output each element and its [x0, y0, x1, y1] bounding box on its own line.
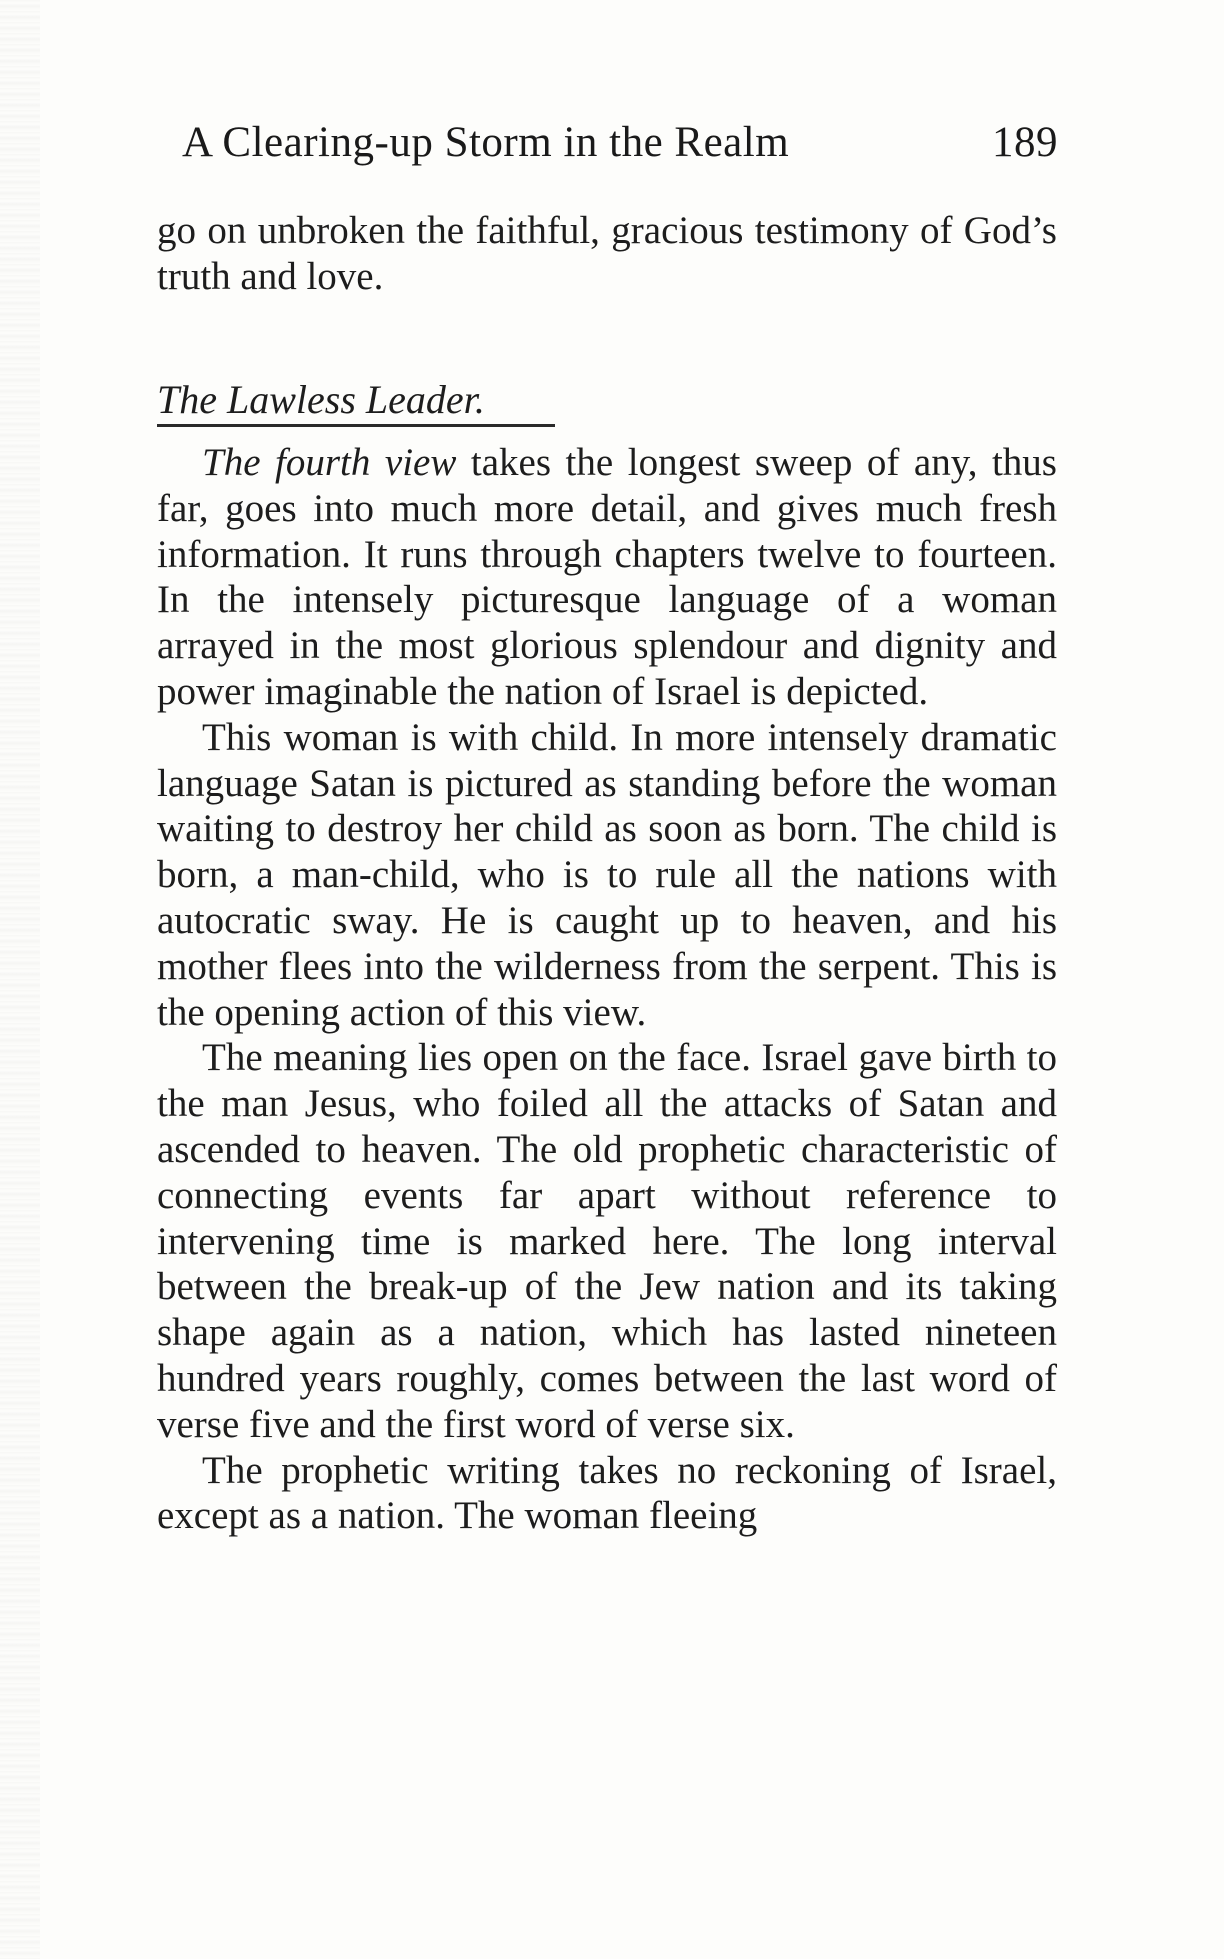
running-head-title: A Clearing-up Storm in the Realm	[182, 119, 790, 166]
intro-text-block	[157, 208, 1057, 300]
paragraph-lead-italic: The fourth view	[202, 441, 457, 484]
page-number: 189	[992, 119, 1058, 166]
paragraph-meaning: The meaning lies open on the face. Israel gave birth to the man Jesus, who foiled all the attacks of Satan and ascended to heaven. The old prophetic characteristic of connecting events far apart without reference to intervening time is marked here. The long interval between the break-up of the Jew nation and its taking shape again as a nation, which has lasted nineteen hundred years roughly, comes between the last word of verse five and the first word of verse six.	[157, 1036, 1057, 1446]
section-heading: The Lawless Leader.	[157, 377, 485, 422]
paragraph-prophetic-writing: The prophetic writing takes no reckoning of Israel, except as a nation. The woman fleeing	[157, 1448, 1057, 1538]
paragraph-fourth-view	[157, 440, 1057, 715]
page-edge-scan-noise	[0, 0, 40, 1959]
paragraph-woman-with-child: This woman is with child. In more intensely dramatic language Satan is pictured as standing before the woman waiting to destroy her child as soon as born. The child is born, a man-child, who is to rule all the nations with autocratic sway. He is caught up to heaven, and his mother flees into the wilderness from the serpent. This is the opening action of this view.	[157, 715, 1057, 1034]
paragraph-text: takes the longest sweep of any, thus far, goes into much more detail, and gives much fresh information. It runs through chapters twelve to fourteen. In the intensely picturesque language of a woman arrayed in the most glorious splendour and dignity and power imaginable the nation of Israel is depicted.	[157, 441, 1057, 713]
intro-paragraph: go on unbroken the faithful, gracious testimony of God’s truth and love.	[157, 209, 1057, 298]
section-heading-underline	[157, 424, 555, 427]
body-text-block	[157, 440, 1057, 1539]
running-head	[182, 118, 1058, 178]
